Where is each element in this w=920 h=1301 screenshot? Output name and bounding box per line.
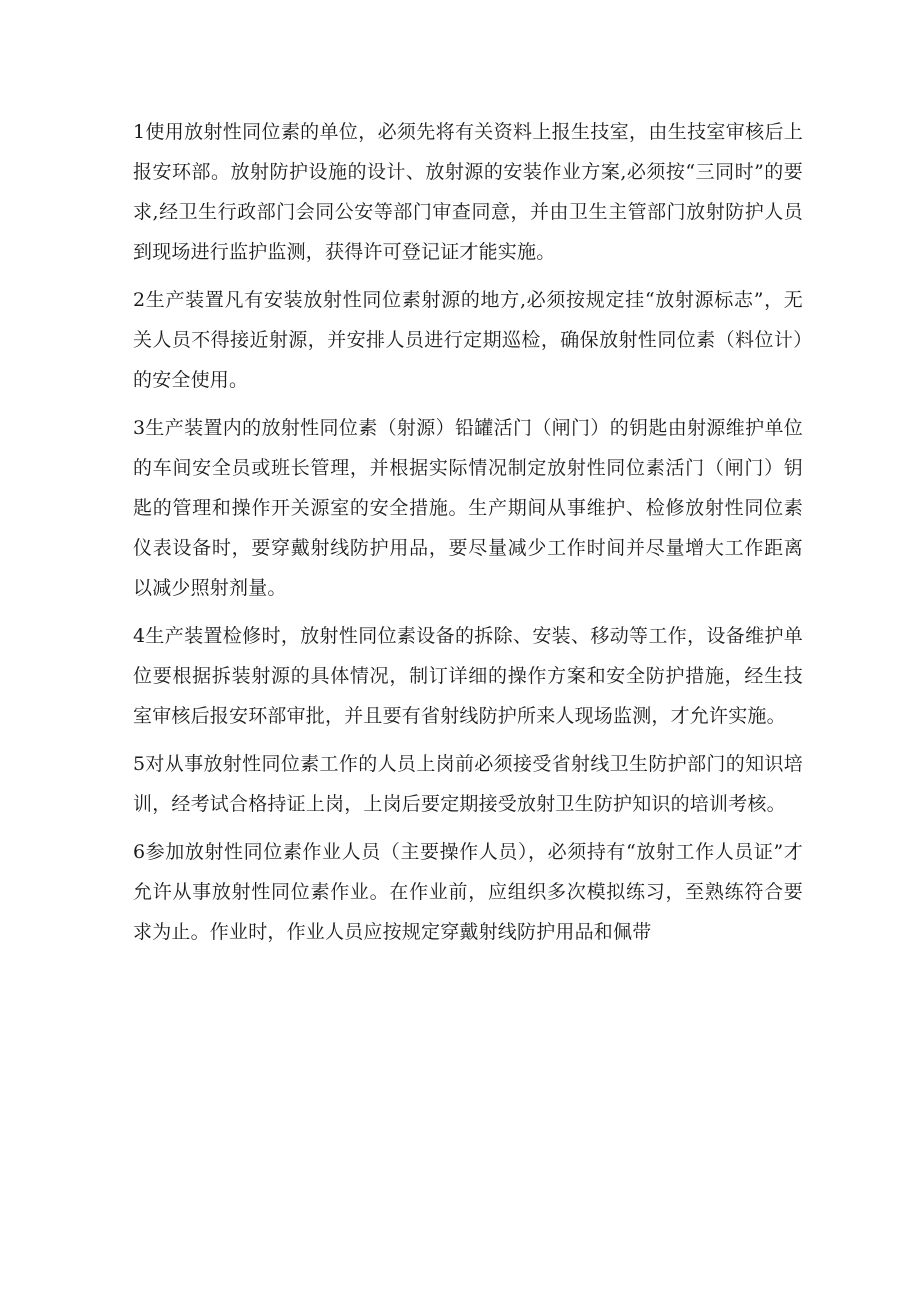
paragraph-3: 3生产装置内的放射性同位素（射源）铅罐活门（闸门）的钥匙由射源维护单位的车间安全员或班长管理，并根据实际情况制定放射性同位素活门（闸门）钥匙的管理和操作开关源室的安全措施。生产期间从事维护、检修放射性同位素仪表设备时，要穿戴射线防护用品，要尽量减少工作时间并尽量增大工作距离以减少照射剂量。 bbox=[133, 417, 803, 599]
paragraph-4: 4生产装置检修时，放射性同位素设备的拆除、安装、移动等工作，设备维护单位要根据拆装射源的具体情况，制订详细的操作方案和安全防护措施，经生技室审核后报安环部审批，并且要有省射线防护所来人现场监测，才允许实施。 bbox=[133, 625, 803, 727]
paragraph-2: 2生产装置凡有安装放射性同位素射源的地方,必须按规定挂“放射源标志”，无关人员不得接近射源，并安排人员进行定期巡检，确保放射性同位素（料位计）的安全使用。 bbox=[133, 289, 803, 391]
paragraph-1: 1使用放射性同位素的单位，必须先将有关资料上报生技室，由生技室审核后上报安环部。放射防护设施的设计、放射源的安装作业方案,必须按“三同时”的要求,经卫生行政部门会同公安等部门审查同意，并由卫生主管部门放射防护人员到现场进行监护监测，获得许可登记证才能实施。 bbox=[133, 121, 803, 263]
document-body bbox=[133, 112, 803, 960]
paragraph-5: 5对从事放射性同位素工作的人员上岗前必须接受省射线卫生防护部门的知识培训，经考试合格持证上岗，上岗后要定期接受放射卫生防护知识的培训考核。 bbox=[133, 753, 803, 815]
paragraph-6: 6参加放射性同位素作业人员（主要操作人员），必须持有“放射工作人员证”才允许从事放射性同位素作业。在作业前，应组织多次模拟练习，至熟练符合要求为止。作业时，作业人员应按规定穿戴射线防护用品和佩带 bbox=[133, 841, 803, 943]
